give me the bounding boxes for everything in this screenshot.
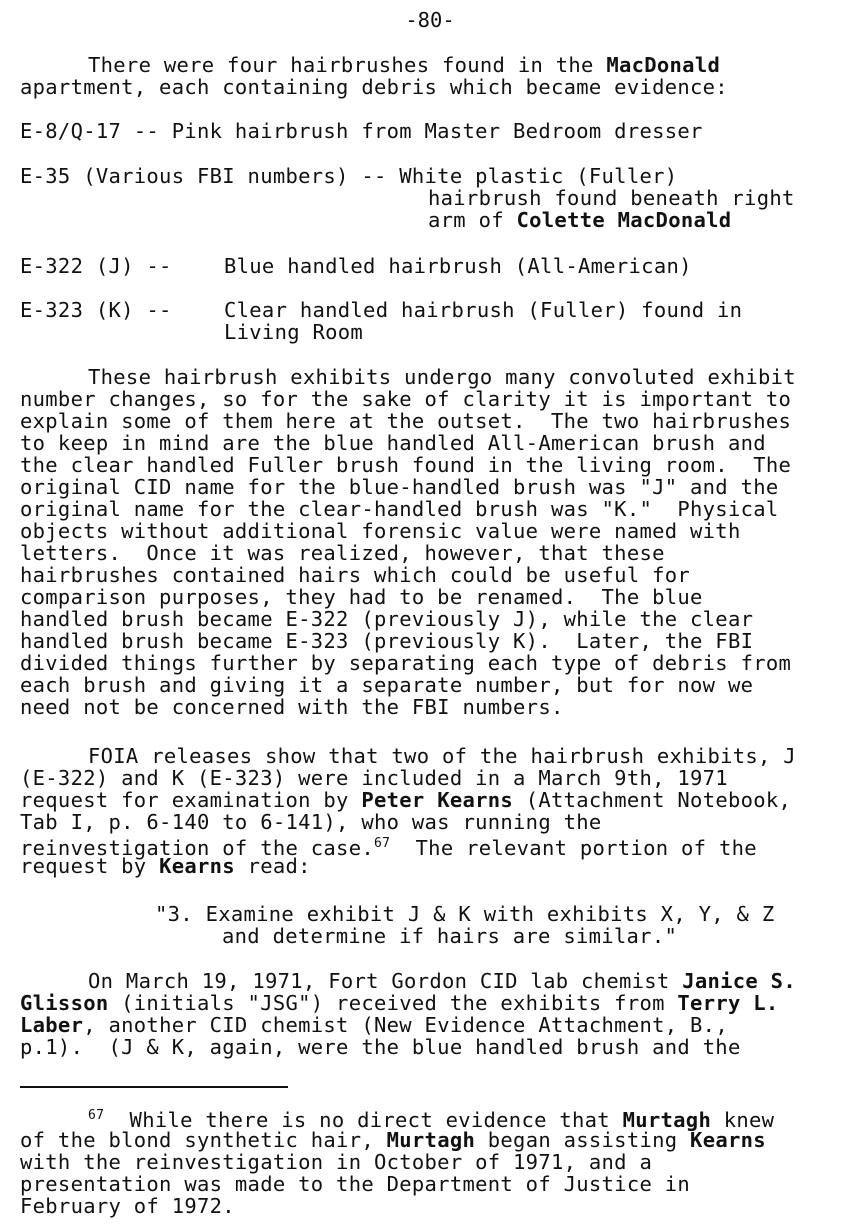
para2-line: objects without additional forensic value were named with <box>20 519 741 543</box>
para4-line-4: p.1). (J & K, again, were the blue handled brush and the <box>20 1035 741 1059</box>
para2-line: need not be concerned with the FBI numbers. <box>20 695 564 719</box>
para3-line-1: FOIA releases show that two of the hairbrush exhibits, J <box>88 744 796 768</box>
exhibit-e323-code: E-323 (K) -- <box>20 298 172 322</box>
para2-line: original CID name for the blue-handled brush was "J" and the <box>20 475 779 499</box>
exhibit-e323-desc-1: Clear handled hairbrush (Fuller) found in <box>224 298 743 322</box>
para2-line: number changes, so for the sake of clarity it is important to <box>20 387 792 411</box>
exhibit-e35-line-3: arm of Colette MacDonald <box>428 208 732 232</box>
para2-line: the clear handled Fuller brush found in the living room. The <box>20 453 792 477</box>
para4-line-1: On March 19, 1971, Fort Gordon CID lab chemist Janice S. <box>88 969 796 993</box>
footnote-ref: 67 <box>373 836 391 851</box>
para2-line: each brush and giving it a separate number, but for now we <box>20 673 754 697</box>
quote-line-1: "3. Examine exhibit J & K with exhibits X, Y, & Z <box>155 902 775 926</box>
footnote-line-1: $^{67}$ While there is no direct evidence that Murtagh knew <box>88 1108 775 1132</box>
para3-line-4: Tab I, p. 6-140 to 6-141), who was running the <box>20 810 602 834</box>
para3-line-5: reinvestigation of the case.$^{67}$ The relevant portion of the <box>20 836 757 860</box>
para2-line: divided things further by separating each type of debris from <box>20 651 792 675</box>
page-number: -80- <box>405 8 455 32</box>
footnote-number: 67 <box>88 1108 105 1123</box>
exhibit-e323-desc-2: Living Room <box>224 320 364 344</box>
para2-line: letters. Once it was realized, however, that these <box>20 541 665 565</box>
exhibit-e35-line-1: E-35 (Various FBI numbers) -- White plastic (Fuller) <box>20 164 678 188</box>
para2-line: handled brush became E-323 (previously K). Later, the FBI <box>20 629 754 653</box>
footnote-line-5: February of 1972. <box>20 1194 235 1218</box>
para2-line: original name for the clear-handled brush was "K." Physical <box>20 497 779 521</box>
footnote-line-3: with the reinvestigation in October of 1971, and a <box>20 1150 653 1174</box>
para2-line: handled brush became E-322 (previously J), while the clear <box>20 607 754 631</box>
exhibit-e322-code: E-322 (J) -- <box>20 254 172 278</box>
footnote-divider <box>20 1086 288 1088</box>
para4-line-2: Glisson (initials "JSG") received the exhibits from Terry L. <box>20 991 779 1015</box>
exhibit-e322-desc: Blue handled hairbrush (All-American) <box>224 254 692 278</box>
para4-line-3: Laber, another CID chemist (New Evidence Attachment, B., <box>20 1013 728 1037</box>
para2-line: comparison purposes, they had to be renamed. The blue <box>20 585 703 609</box>
quote-line-2: and determine if hairs are similar." <box>222 924 678 948</box>
intro-line-2: apartment, each containing debris which became evidence: <box>20 75 728 99</box>
footnote-line-2: of the blond synthetic hair, Murtagh began assisting Kearns <box>20 1128 766 1152</box>
exhibit-e35-line-2: hairbrush found beneath right <box>428 186 795 210</box>
intro-line-1: There were four hairbrushes found in the MacDonald <box>88 53 721 77</box>
para2-line: hairbrushes contained hairs which could be useful for <box>20 563 691 587</box>
para3-line-2: (E-322) and K (E-323) were included in a March 9th, 1971 <box>20 766 728 790</box>
para2-line: explain some of them here at the outset. The two hairbrushes <box>20 409 792 433</box>
para3-line-6: request by Kearns read: <box>20 854 311 878</box>
para2-line: These hairbrush exhibits undergo many convoluted exhibit <box>88 365 796 389</box>
para3-line-3: request for examination by Peter Kearns (Attachment Notebook, <box>20 788 792 812</box>
para2-line: to keep in mind are the blue handled All-American brush and <box>20 431 766 455</box>
exhibit-e8: E-8/Q-17 -- Pink hairbrush from Master Bedroom dresser <box>20 119 703 143</box>
footnote-line-4: presentation was made to the Department of Justice in <box>20 1172 691 1196</box>
